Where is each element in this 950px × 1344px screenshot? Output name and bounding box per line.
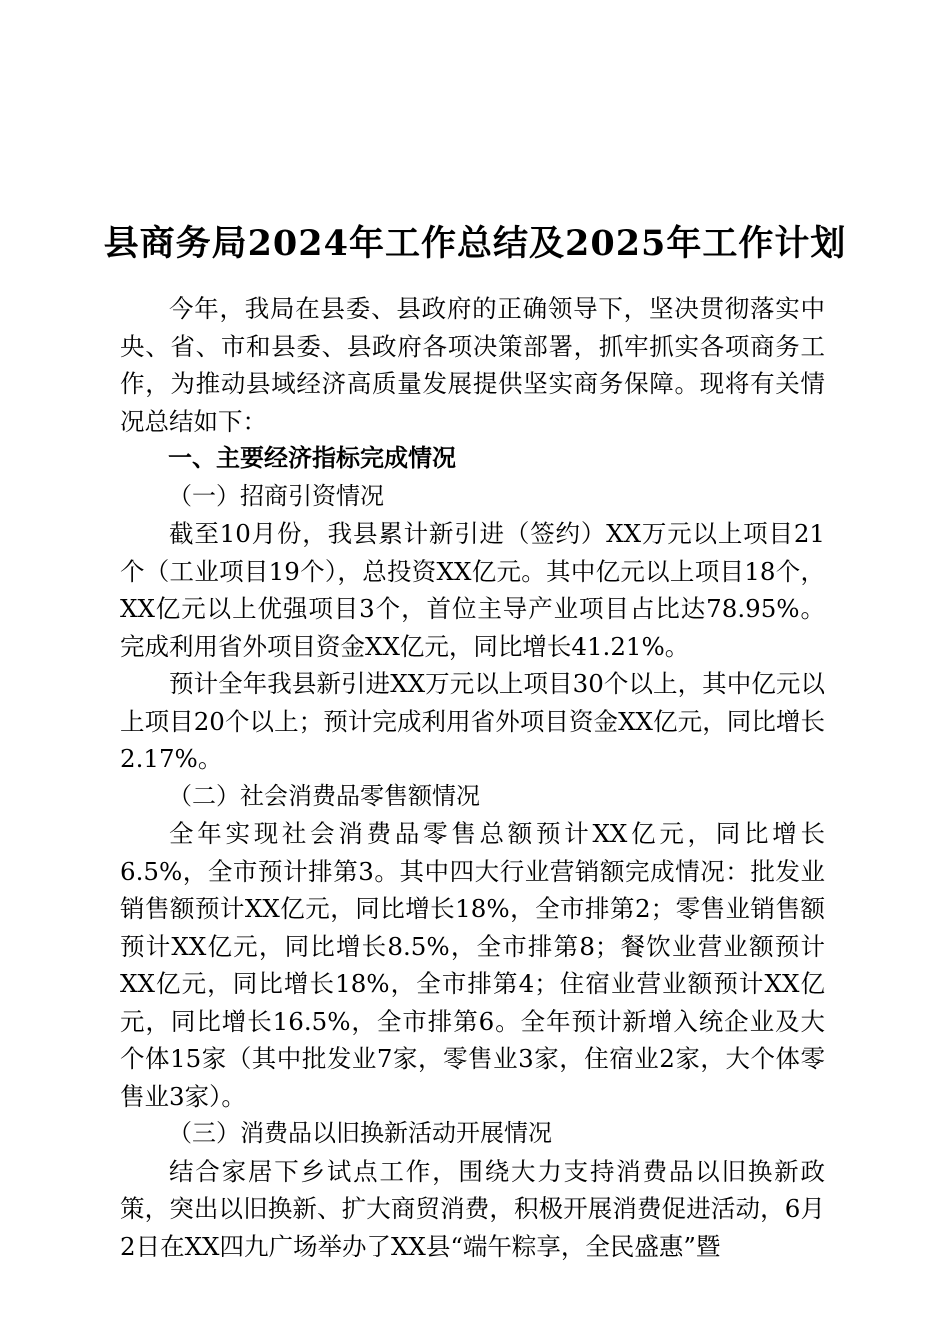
subsection-heading-1: （一）招商引资情况 (168, 481, 384, 510)
paragraph: 截至10月份，我县累计新引进（签约）XX万元以上项目21个（工业项目19个），总投资XX亿元。其中亿元以上项目18个，XX亿元以上优强项目3个，首位主导产业项目占比达78.95%。完成利用省外项目资金XX亿元，同比增长41.21%。 (120, 519, 825, 661)
section-heading: 一、主要经济指标完成情况 (168, 444, 456, 472)
paragraph: 全年实现社会消费品零售总额预计XX亿元，同比增长6.5%，全市预计排第3。其中四大行业营销额完成情况：批发业销售额预计XX亿元，同比增长18%，全市排第2；零售业销售额预计XX亿元，同比增长8.5%，全市排第8；餐饮业营业额预计XX亿元，同比增长18%，全市排第4；住宿业营业额预计XX亿元，同比增长16.5%，全市排第6。全年预计新增入统企业及大个体15家（其中批发业7家，零售业3家，住宿业2家，大个体零售业3家）。 (120, 819, 825, 1111)
intro-paragraph: 今年，我局在县委、县政府的正确领导下，坚决贯彻落实中央、省、市和县委、县政府各项决策部署，抓牢抓实各项商务工作，为推动县域经济高质量发展提供坚实商务保障。现将有关情况总结如下： (120, 294, 825, 436)
paragraph: 结合家居下乡试点工作，围绕大力支持消费品以旧换新政策，突出以旧换新、扩大商贸消费，积极开展消费促进活动，6月2日在XX四九广场举办了XX县“端午粽享，全民盛惠”暨 (120, 1156, 825, 1261)
paragraph: 预计全年我县新引进XX万元以上项目30个以上，其中亿元以上项目20个以上；预计完成利用省外项目资金XX亿元，同比增长2.17%。 (120, 669, 825, 773)
document-title: 县商务局2024年工作总结及2025年工作计划 (103, 223, 847, 265)
subsection-heading-2: （二）社会消费品零售额情况 (168, 781, 480, 810)
document-body (120, 290, 825, 1265)
subsection-heading-3: （三）消费品以旧换新活动开展情况 (168, 1119, 552, 1147)
